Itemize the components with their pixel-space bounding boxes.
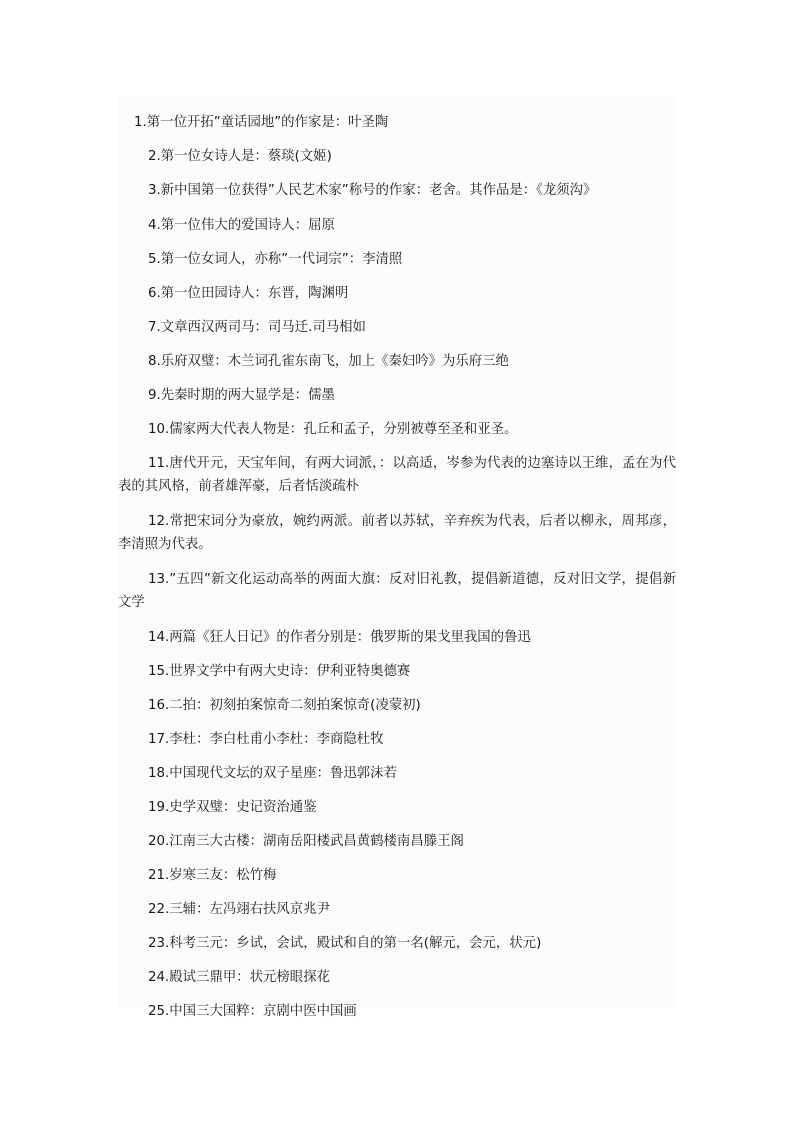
list-item-23: 23.科考三元：乡试，会试，殿试和自的第一名(解元，会元，状元)	[148, 936, 542, 952]
list-item-24: 24.殿试三鼎甲：状元榜眼探花	[148, 970, 330, 986]
list-item-3: 3.新中国第一位获得”人民艺术家”称号的作家：老舍。其作品是：《龙须沟》	[148, 183, 597, 199]
list-item-2: 2.第一位女诗人是：蔡琰(文姬)	[148, 149, 332, 165]
list-item-6: 6.第一位田园诗人：东晋，陶渊明	[148, 286, 349, 302]
list-item-13: 13.”五四”新文化运动高举的两面大旗：反对旧礼教，提倡新道德，反对旧文学，提倡新文学	[118, 572, 676, 611]
list-item-10: 10.儒家两大代表人物是：孔丘和孟子，分别被尊至圣和亚圣。	[148, 422, 518, 438]
list-item-20: 20.江南三大古楼：湖南岳阳楼武昌黄鹤楼南昌滕王阁	[148, 834, 464, 850]
list-item-11: 11.唐代开元，天宝年间，有两大词派，：以高适，岑参为代表的边塞诗以王维，孟在为代表的其风格，前者雄浑豪，后者恬淡疏朴	[118, 456, 676, 495]
list-item-9: 9.先秦时期的两大显学是：儒墨	[148, 388, 335, 404]
list-item-12: 12.常把宋词分为豪放，婉约两派。前者以苏轼，辛弃疾为代表，后者以柳永，周邦彦，李清照为代表。	[118, 514, 676, 553]
list-item-19: 19.史学双璧：史记资治通鉴	[148, 800, 317, 816]
list-item-1: 1.第一位开拓”童话园地”的作家是：叶圣陶	[134, 115, 389, 131]
list-item-22: 22.三辅：左冯翊右扶风京兆尹	[148, 902, 330, 918]
list-item-7: 7.文章西汉两司马：司马迁.司马相如	[148, 320, 366, 336]
list-item-18: 18.中国现代文坛的双子星座：鲁迅郭沫若	[148, 766, 397, 782]
list-item-14: 14.两篇《狂人日记》的作者分别是：俄罗斯的果戈里我国的鲁迅	[148, 630, 531, 646]
list-item-16: 16.二拍：初刻拍案惊奇二刻拍案惊奇(凌蒙初)	[148, 698, 421, 714]
list-item-21: 21.岁寒三友：松竹梅	[148, 868, 277, 884]
list-item-25: 25.中国三大国粹：京剧中医中国画	[148, 1004, 357, 1020]
list-item-15: 15.世界文学中有两大史诗：伊利亚特奥德赛	[148, 664, 411, 680]
list-item-8: 8.乐府双璧：木兰词孔雀东南飞，加上《秦妇吟》为乐府三绝	[148, 354, 509, 370]
document-body	[118, 96, 676, 1020]
list-item-17: 17.李杜：李白杜甫小李杜：李商隐杜牧	[148, 732, 384, 748]
list-item-4: 4.第一位伟大的爱国诗人：屈原	[148, 218, 335, 234]
list-item-5: 5.第一位女词人，亦称”一代词宗”：李清照	[148, 252, 403, 268]
